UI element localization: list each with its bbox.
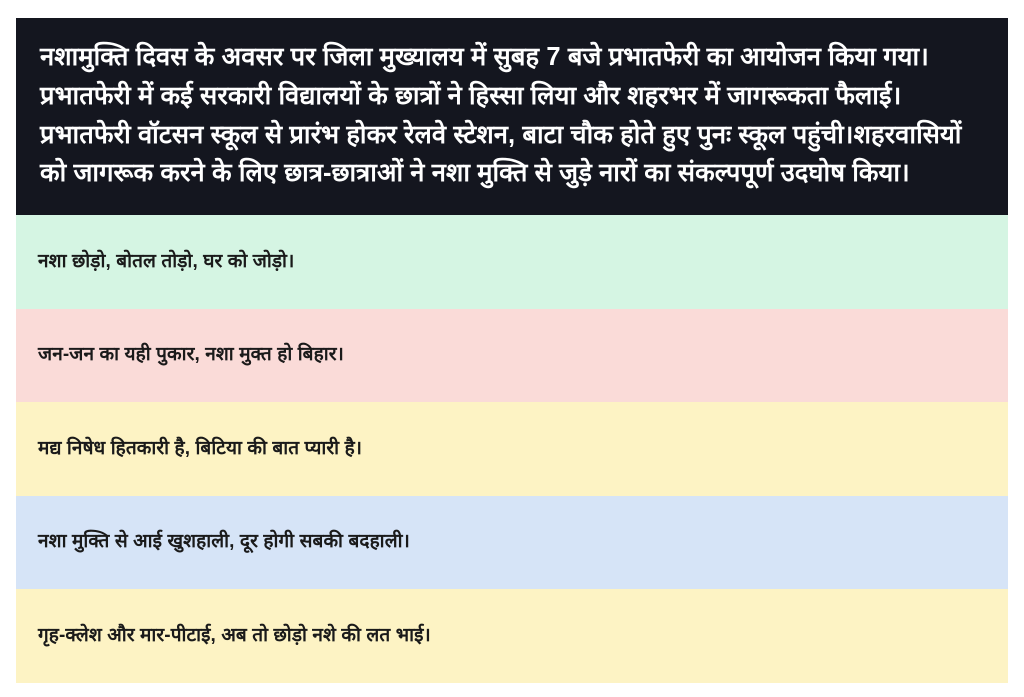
slogan-text: नशा मुक्ति से आई खुशहाली, दूर होगी सबकी बदहाली। [38, 531, 410, 553]
slogan-list [16, 215, 1008, 683]
slogan-text: मद्य निषेध हितकारी है, बिटिया की बात प्यारी है। [38, 437, 363, 459]
slogan-text: गृह-क्लेश और मार-पीटाई, अब तो छोड़ो नशे की लत भाई। [38, 624, 431, 646]
slogan-row [16, 215, 1008, 309]
slogan-row [16, 309, 1008, 403]
slogan-row [16, 589, 1008, 683]
slogan-row [16, 496, 1008, 590]
slogan-row [16, 402, 1008, 496]
headline-paragraph: नशामुक्ति दिवस के अवसर पर जिला मुख्यालय में सुबह 7 बजे प्रभातफेरी का आयोजन किया गया।प्रभातफेरी में कई सरकारी विद्यालयों के छात्रों ने हिस्सा लिया और शहरभर में जागरूकता फैलाई।प्रभातफेरी वॉटसन स्कूल से प्रारंभ होकर रेलवे स्टेशन, बाटा चौक होते हुए पुनः स्कूल पहुंची।शहरवासियों को जागरूक करने के लिए छात्र-छात्राओं ने नशा मुक्ति से जुड़े नारों का संकल्पपूर्ण उदघोष किया। [40, 43, 962, 188]
headline-block [16, 18, 1008, 215]
slogan-text: जन-जन का यही पुकार, नशा मुक्त हो बिहार। [38, 344, 344, 366]
slogan-text: नशा छोड़ो, बोतल तोड़ो, घर को जोड़ो। [38, 250, 295, 272]
